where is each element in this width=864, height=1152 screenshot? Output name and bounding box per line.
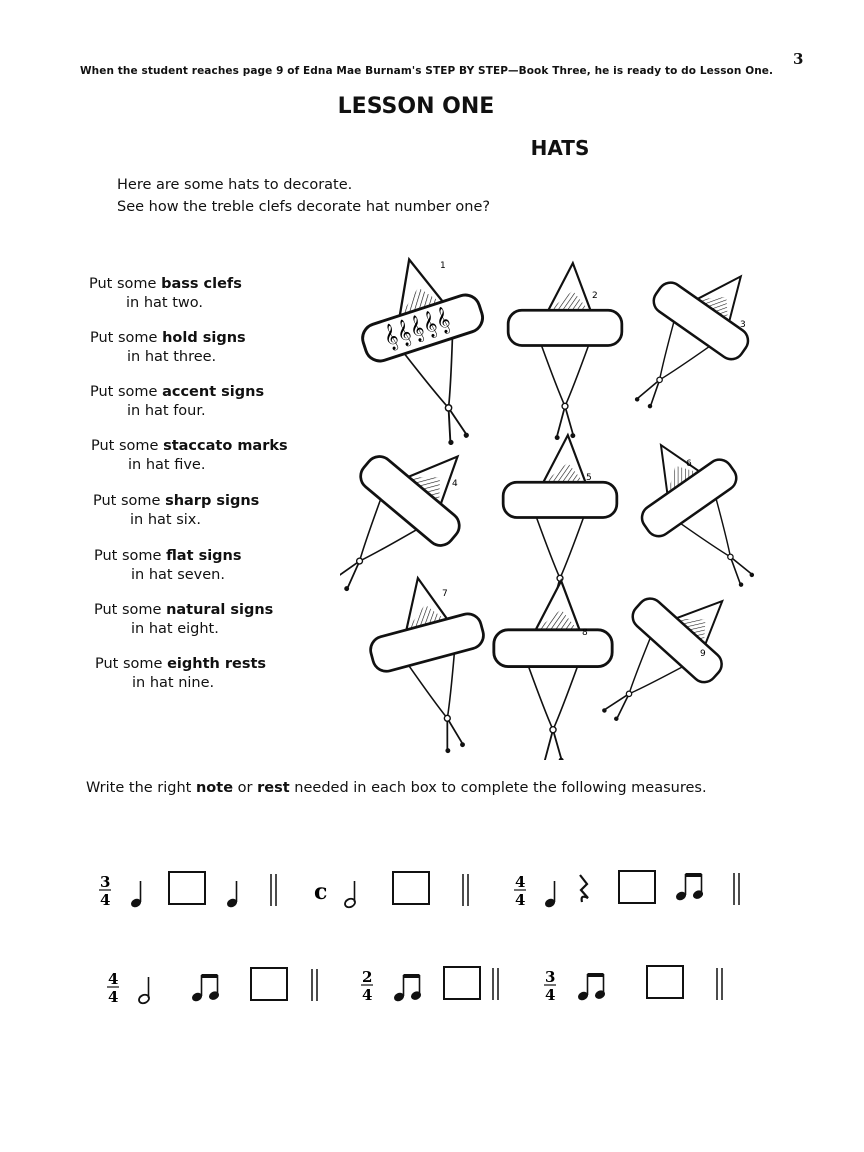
measure-1 xyxy=(99,872,276,909)
header-note: When the student reaches page 9 of Edna Mae Burnam's STEP BY STEP—Book Three, he is ready to do Lesson One. xyxy=(80,65,774,77)
exercise-keyword-rest: rest xyxy=(257,780,290,796)
instruction-target: in hat three. xyxy=(127,349,217,365)
measure-4 xyxy=(107,968,317,1006)
instruction-target: in hat nine. xyxy=(132,675,215,691)
hat-3 xyxy=(599,242,778,435)
exercise-text: or xyxy=(233,780,258,796)
answer-box-1[interactable] xyxy=(169,872,205,904)
instruction-keyword: natural signs xyxy=(166,602,274,618)
instruction-keyword: eighth rests xyxy=(167,656,267,672)
double-barline-icon xyxy=(271,874,276,906)
measure-3 xyxy=(514,871,739,909)
instruction-hat-six xyxy=(93,492,259,530)
page-number: 3 xyxy=(793,50,804,68)
intro-line-2: See how the treble clefs decorate hat number one? xyxy=(117,199,491,215)
hat-number-2: 2 xyxy=(592,291,598,301)
eighth-notes-icon xyxy=(675,874,705,902)
time-sig-bottom: 4 xyxy=(515,891,526,909)
instruction-hat-three xyxy=(90,329,246,367)
hat-number-9: 9 xyxy=(700,649,706,659)
instruction-keyword: accent signs xyxy=(162,384,265,400)
exercise-text: Write the right xyxy=(86,780,196,796)
double-barline-icon xyxy=(463,874,468,906)
time-sig-top: 2 xyxy=(362,968,373,986)
instruction-target: in hat five. xyxy=(128,457,206,473)
answer-box-5[interactable] xyxy=(444,967,480,999)
lesson-title: LESSON ONE xyxy=(337,94,495,119)
time-sig-bottom: 4 xyxy=(362,986,373,1004)
exercise-text: needed in each box to complete the following measures. xyxy=(289,780,707,796)
exercise-instruction xyxy=(86,780,707,796)
instruction-target: in hat six. xyxy=(130,512,201,528)
hat-number-4: 4 xyxy=(452,479,458,489)
double-barline-icon xyxy=(734,873,739,905)
half-note-icon xyxy=(344,881,357,909)
instruction-hat-eight xyxy=(94,601,273,639)
eighth-notes-icon xyxy=(577,974,607,1002)
instruction-prefix: Put some xyxy=(93,493,166,509)
hat-number-7: 7 xyxy=(442,589,448,599)
section-title: HATS xyxy=(530,136,590,160)
intro-line-1: Here are some hats to decorate. xyxy=(117,177,353,193)
hat-number-6: 6 xyxy=(686,459,692,469)
measure-6 xyxy=(544,966,722,1004)
instruction-keyword: sharp signs xyxy=(165,493,260,509)
instruction-keyword: hold signs xyxy=(162,330,246,346)
instruction-prefix: Put some xyxy=(89,276,162,292)
hat-6 xyxy=(612,419,780,612)
instruction-prefix: Put some xyxy=(90,384,163,400)
answer-box-2[interactable] xyxy=(393,872,429,904)
instruction-prefix: Put some xyxy=(94,602,167,618)
time-sig-bottom: 4 xyxy=(108,988,119,1006)
answer-box-4[interactable] xyxy=(251,968,287,1000)
instruction-hat-nine xyxy=(95,655,266,693)
instruction-target: in hat eight. xyxy=(131,621,219,637)
double-barline-icon xyxy=(312,969,317,1001)
instruction-hat-seven xyxy=(94,547,242,585)
hat-number-3: 3 xyxy=(740,320,746,330)
instruction-prefix: Put some xyxy=(94,548,167,564)
time-sig-top: 4 xyxy=(515,873,526,891)
time-sig-bottom: 4 xyxy=(545,986,556,1004)
time-sig-top: 4 xyxy=(108,970,119,988)
double-barline-icon xyxy=(717,968,722,1000)
instruction-prefix: Put some xyxy=(91,438,164,454)
time-sig-top: 3 xyxy=(100,873,111,891)
instruction-hat-four xyxy=(90,383,264,421)
instruction-target: in hat four. xyxy=(127,403,206,419)
instruction-keyword: flat signs xyxy=(166,548,242,564)
eighth-notes-icon xyxy=(191,975,221,1003)
treble-clef-icon: 𝄞𝄞𝄞𝄞𝄞 xyxy=(380,306,454,353)
hat-1 xyxy=(343,243,517,461)
common-time-icon: c xyxy=(314,879,328,905)
double-barline-icon xyxy=(493,968,498,1000)
instruction-target: in hat two. xyxy=(126,295,203,311)
hats-illustration xyxy=(340,240,780,760)
quarter-note-icon xyxy=(544,881,557,909)
answer-box-3[interactable] xyxy=(619,871,655,903)
instruction-prefix: Put some xyxy=(90,330,163,346)
measure-5 xyxy=(361,967,498,1004)
time-sig-bottom: 4 xyxy=(100,891,111,909)
instruction-target: in hat seven. xyxy=(131,567,225,583)
instruction-hat-five xyxy=(91,437,288,475)
hat-number-8: 8 xyxy=(582,628,588,638)
instruction-prefix: Put some xyxy=(95,656,168,672)
answer-box-6[interactable] xyxy=(647,966,683,998)
hat-number-1: 1 xyxy=(440,261,446,271)
time-sig-top: 3 xyxy=(545,968,556,986)
quarter-note-icon xyxy=(130,881,143,909)
instruction-keyword: staccato marks xyxy=(163,438,288,454)
hat-8 xyxy=(494,581,612,760)
eighth-notes-icon xyxy=(393,975,423,1003)
hat-2 xyxy=(508,263,622,440)
exercise-keyword-note: note xyxy=(195,780,234,796)
hat-7 xyxy=(355,565,511,760)
quarter-rest-icon xyxy=(580,875,588,902)
measure-2 xyxy=(314,872,468,909)
quarter-note-icon xyxy=(226,881,239,909)
instruction-hat-two xyxy=(89,275,242,313)
half-note-icon xyxy=(138,977,151,1005)
hat-number-5: 5 xyxy=(586,473,592,483)
instruction-keyword: bass clefs xyxy=(161,276,242,292)
